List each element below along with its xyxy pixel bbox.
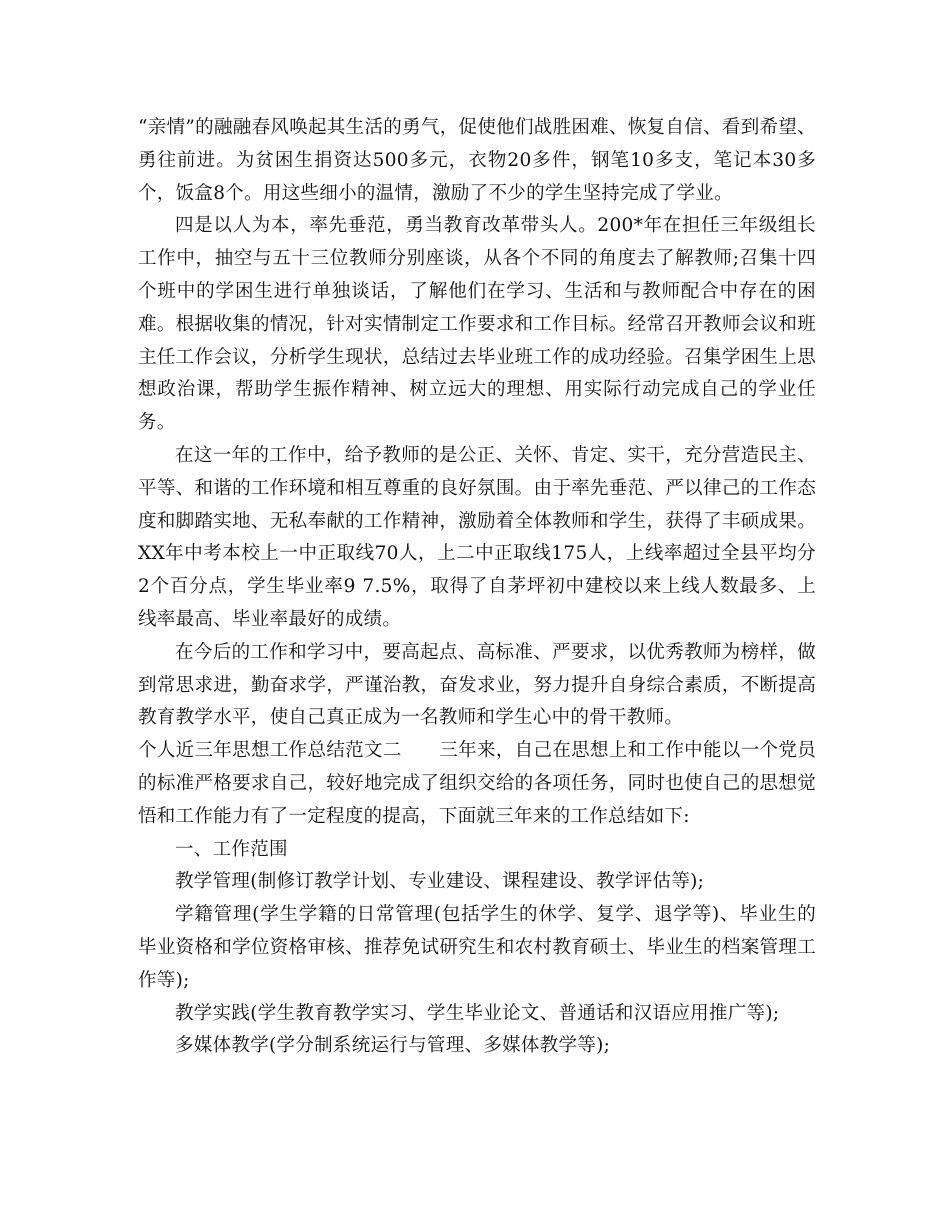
paragraph-6-work-scope-heading: 一、工作范围	[175, 838, 288, 860]
paragraph-8-student-records: 学籍管理(学生学籍的日常管理(包括学生的休学、复学、退学等)、毕业生的毕业资格和学位资格审核、推荐免试研究生和农村教育硕士、毕业生的档案管理工作等);	[138, 904, 816, 991]
paragraph-5-section-heading: 个人近三年思想工作总结范文二 三年来，自己在思想上和工作中能以一个党员的标准严格要求自己，较好地完成了组织交给的各项任务，同时也使自己的思想觉悟和工作能力有了一定程度的提高，下面就三年来的工作总结如下:	[138, 740, 816, 827]
paragraph-2: 四是以人为本，率先垂范，勇当教育改革带头人。200*年在担任三年级组长工作中，抽空与五十三位教师分别座谈，从各个不同的角度去了解教师;召集十四个班中的学困生进行单独谈话，了解他们在学习、生活和与教师配合中存在的困难。根据收集的情况，针对实情制定工作要求和工作目标。经常召开教师会议和班主任工作会议，分析学生现状，总结过去毕业班工作的成功经验。召集学困生上思想政治课，帮助学生振作精神、树立远大的理想、用实际行动完成自己的学业任务。	[138, 215, 816, 434]
paragraph-4: 在今后的工作和学习中，要高起点、高标准、严要求，以优秀教师为榜样，做到常思求进，勤奋求学，严谨治教，奋发求业，努力提升自身综合素质，不断提高教育教学水平，使自己真正成为一名教师和学生心中的骨干教师。	[138, 641, 816, 729]
document-body	[138, 112, 816, 1063]
paragraph-3: 在这一年的工作中，给予教师的是公正、关怀、肯定、实干，充分营造民主、平等、和谐的工作环境和相互尊重的良好氛围。由于率先垂范、严以律己的工作态度和脚踏实地、无私奉献的工作精神，激励着全体教师和学生，获得了丰硕成果。XX年中考本校上一中正取线70人，上二中正取线175人，上线率超过全县平均分2个百分点，学生毕业率9 7.5%，取得了自茅坪初中建校以来上线人数最多、上线率最高、毕业率最好的成绩。	[138, 444, 816, 630]
paragraph-1: “亲情”的融融春风唤起其生活的勇气，促使他们战胜困难、恢复自信、看到希望、勇往前进。为贫困生捐资达500多元，衣物20多件，钢笔10多支，笔记本30多个，饭盒8个。用这些细小的温情，激励了不少的学生坚持完成了学业。	[138, 117, 816, 204]
paragraph-10-multimedia-teaching: 多媒体教学(学分制系统运行与管理、多媒体教学等);	[175, 1035, 611, 1057]
paragraph-9-teaching-practice: 教学实践(学生教育教学实习、学生毕业论文、普通话和汉语应用推广等);	[175, 1002, 780, 1024]
paragraph-7-teaching-management: 教学管理(制修订教学计划、专业建设、课程建设、教学评估等);	[175, 871, 705, 893]
